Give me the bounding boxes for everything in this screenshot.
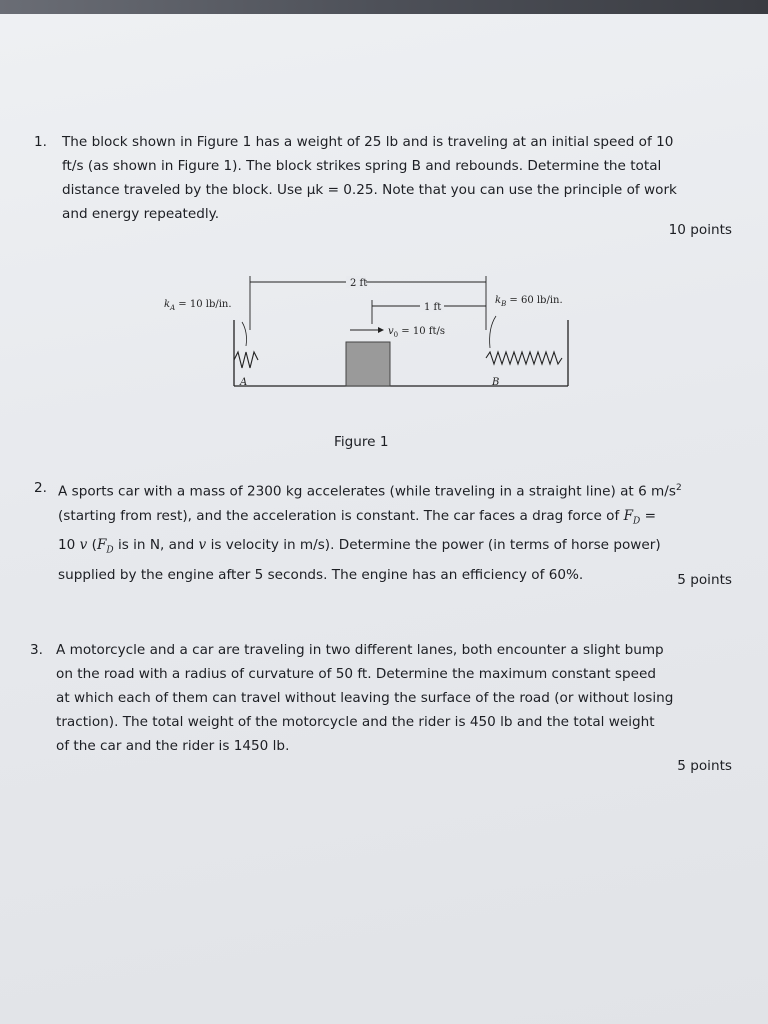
block bbox=[346, 342, 390, 386]
label-b: B bbox=[492, 377, 500, 388]
question-2-points: 5 points bbox=[677, 572, 732, 588]
question-2-line-3: 10 v ($F_D$ is in N, and v is velocity in m/s). Determine the power (in terms of horse power) bbox=[58, 537, 661, 556]
question-2-line-1: A sports car with a mass of 2300 kg accelerates (while traveling in a straight line) at 6 $m/s^2$ bbox=[58, 483, 682, 500]
question-2-text bbox=[58, 476, 748, 587]
question-3-text bbox=[56, 638, 746, 758]
figure-1-diagram bbox=[150, 268, 590, 418]
question-2-line-4: supplied by the engine after 5 seconds. The engine has an efficiency of 60%. bbox=[58, 566, 584, 583]
question-3-line-5: of the car and the rider is 1450 lb. bbox=[56, 738, 290, 754]
question-3-line-1: A motorcycle and a car are traveling in two different lanes, both encounter a slight bump bbox=[56, 642, 664, 658]
question-3-line-3: at which each of them can travel without leaving the surface of the road (or without losing bbox=[56, 690, 674, 706]
question-2-line-2: (starting from rest), and the acceleration is constant. The car faces a drag force of $F_D$ = bbox=[58, 507, 656, 527]
question-1-line-1: The block shown in Figure 1 has a weight of 25 lb and is traveling at an initial speed of 10 bbox=[62, 134, 674, 150]
kb-label: $k_B = 60$ lb/in. bbox=[495, 295, 563, 308]
dim-1ft-label: 1 ft bbox=[424, 302, 442, 313]
spring-block-diagram bbox=[150, 268, 590, 418]
ka-label: $k_A = 10$ lb/in. bbox=[164, 299, 232, 312]
question-1-line-3: distance traveled by the block. Use μk = 0.25. Note that you can use the principle of work bbox=[62, 182, 677, 198]
question-1-points: 10 points bbox=[668, 222, 732, 238]
figure-caption: Figure 1 bbox=[334, 434, 389, 450]
v0-label: $v_0 = 10$ ft/s bbox=[388, 326, 445, 339]
question-3-points: 5 points bbox=[677, 758, 732, 774]
question-1-line-4: and energy repeatedly. bbox=[62, 206, 220, 222]
question-1-number: 1. bbox=[34, 134, 47, 150]
question-3-line-2: on the road with a radius of curvature of 50 ft. Determine the maximum constant speed bbox=[56, 666, 657, 682]
question-1-text bbox=[62, 130, 742, 226]
question-2-number: 2. bbox=[34, 480, 47, 496]
label-a: A bbox=[240, 377, 248, 388]
dim-2ft-label: 2 ft bbox=[350, 278, 368, 289]
question-3-number: 3. bbox=[30, 642, 43, 658]
question-1-line-2: ft/s (as shown in Figure 1). The block strikes spring B and rebounds. Determine the total bbox=[62, 158, 662, 174]
question-3-line-4: traction). The total weight of the motorcycle and the rider is 450 lb and the total weight bbox=[56, 714, 655, 730]
spring-a bbox=[234, 352, 258, 368]
spring-b bbox=[486, 352, 562, 364]
